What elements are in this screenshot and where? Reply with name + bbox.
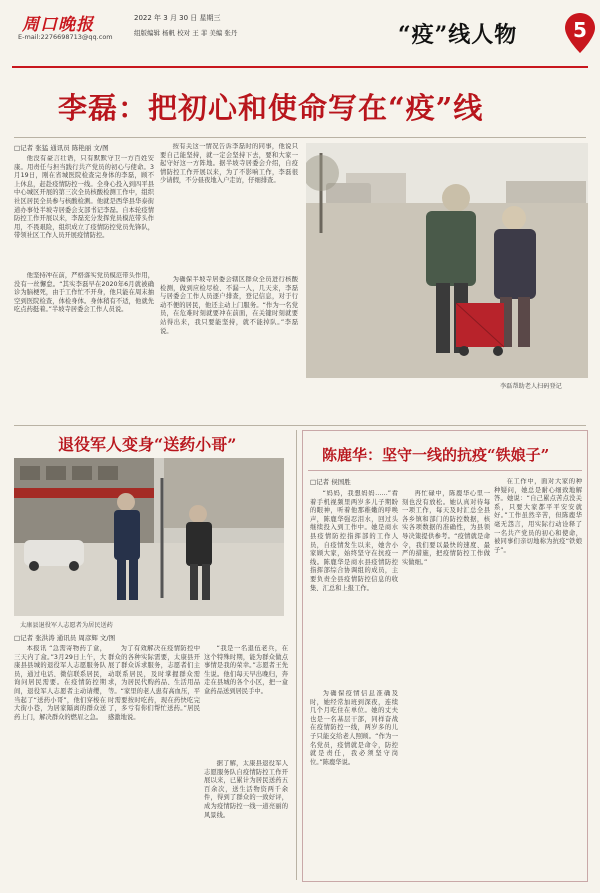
main-story-col1: 他没有豪言壮语，只有默默守卫一方百姓安康。用责任与担当践行共产党员的初心与使命。3月19日，刚在省城医院检查完身体的李磊，顾不上休息，赶赴疫情防控一线。全身心投入到四平县中心城区开展的第三次全员核酸检测工作中，组织社区居民全员参与核酸检测。他就是西华县华泰街道办事处半坡寺居委会支部书记李磊。自本轮疫情防控工作开展以来，李磊充分发挥党员模范带头作用，不畏艰险，组织成立了疫情防控党员先锋队，带领社区工作人员开展疫情防控。 xyxy=(14,155,154,240)
photo-illustration xyxy=(306,143,588,378)
main-story-col3: 按有关这一情况告诉李磊时的同事，他说只要自己能坚持，就一定会坚持下去，要和大家一起守好这一方阵地。据半坡寺居委会介绍，自疫情防控工作开展以来，为了不影响工作，李磊很少请假，不分昼夜地入户走访，仔细排查。 xyxy=(160,143,298,185)
paper-name: 周口晚报 xyxy=(22,15,94,35)
masthead xyxy=(8,6,592,66)
section-divider xyxy=(14,425,586,426)
photo-illustration xyxy=(14,458,284,616)
main-story-col2: 他坚持冲在前，严格落实党员模范带头作用，没有一丝懈怠。“其实李磊早在2020年6月就被确诊为脑梗死，由于工作忙不开身，他只能在周末抽空到医院检查，体检身体。身体稍有不适，他就先吃点药挺着。”半坡寺居委会工作人员说。 xyxy=(14,272,154,314)
email-address: E-mail:2276698713@qq.com xyxy=(18,33,113,41)
issue-date: 2022 年 3 月 30 日 星期三 xyxy=(134,14,221,22)
story2-col4: 据了解，太康县退役军人志愿服务队自疫情防控工作开展以来，已累计为居民送药五百余次，送生活物资两千余件，得到了群众的一致好评，成为疫情防控一线一道亮丽的风景线。 xyxy=(204,760,288,819)
story3-headline-rule xyxy=(308,470,582,471)
story2-col1: 本报讯 “急需寄物药了盒，三天内了盒。”3月29日上午，大康县县城的退役军人志愿服务队员，通过电话、微信联系居民，询问居民需要。在疫情防控期间，退役军人志愿者主动请缨，当起了“送药小哥”，他们穿梭在大街小巷，为居家隔离的群众送药上门，解决群众的燃眉之急。 xyxy=(14,645,106,721)
editor-credits: 组版编辑 杨帆 校对 王 菲 美编 张丹 xyxy=(134,29,238,37)
story2-col2: 为了有效解决在疫情防控中群众的各种实际需要，太康县开展了群众诉求服务，志愿者们主动联系居民，及时掌握群众需求，为居民代购药品、生活用品等。“家里的老人患有高血压，平时需要按时吃药，现在药快吃完了，多亏有你们帮忙送药。”居民感激地说。 xyxy=(108,645,200,721)
story2-byline: □记者 张洪涛 通讯员 周彦辉 文/图 xyxy=(14,634,116,642)
column-divider xyxy=(296,430,297,880)
main-photo-caption: 李磊帮助老人扫码登记 xyxy=(500,383,562,390)
story2-photo-caption: 太康县退役军人志愿者为居民送药 xyxy=(20,622,113,629)
story3-col3: 再忙碌中，陈鹿华心里一刻也没有放松。她认真对待每一项工作，每天及时汇总全县各乡镇和部门的防控数据，核实各项数据的准确性，为县领导决策提供参考。“疫情就是命令，我们要以最快的速度、最严的措施，把疫情防控工作做实做细。” xyxy=(402,490,490,566)
section-title: “疫”线人物 xyxy=(398,22,518,48)
headline-divider xyxy=(14,137,586,138)
page-number-badge xyxy=(564,12,596,52)
story3-col1: “妈妈，我想妈妈……”看着手机视频里两岁多儿子期盼的眼神，听着他那稚嫩的呼唤声，陈鹿华强忍泪水，回过头继续投入到工作中。她是商水县疫情防控指挥部的工作人员，自疫情发生以来，她舍小家顾大家，始终坚守在抗疫一线。陈鹿华是商水县疫情防控指挥部综合协调组的成员，主要负责全县疫情防控信息的收集、汇总和上报工作。 xyxy=(310,490,398,592)
main-story-col4: 为确保半坡寺居委会辖区群众全员进行核酸检测，做到应检尽检、不漏一人，几天来，李磊与居委会工作人员逐户排查，登记信息，对于行动不便的居民，他还主动上门服务。“作为一名党员，在危难时刻就要冲在前面，在关键时刻就要站得出来，我只要能坚持，就不能掉队。”李磊说。 xyxy=(160,276,298,335)
page-number: 5 xyxy=(573,18,587,42)
story3-col4: 在工作中，面对大家的种种疑问，她总是耐心细致地解答。她说：“自己累点苦点没关系，只要大家都平平安安就好。”工作虽然辛苦，但陈鹿华毫无怨言，用实际行动诠释了一名共产党员的初心和使命，被同事们亲切地称为抗疫“铁娘子”。 xyxy=(494,478,582,554)
main-headline: 李磊：把初心和使命写在“疫”线 xyxy=(58,91,484,125)
story3-headline: 陈鹿华：坚守一线的抗疫“铁娘子” xyxy=(322,446,550,464)
story2-headline: 退役军人变身“送药小哥” xyxy=(58,435,237,454)
story2-photo xyxy=(14,458,284,616)
masthead-rule xyxy=(12,66,588,68)
story3-byline: □记者 侯国胜 xyxy=(310,478,351,486)
story2-col3: “我是一名退伍老兵，在这个特殊时期，能为群众做点事情是我的荣幸。”志愿者王先生说。他们每天早出晚归，奔走在县城的各个小区，把一盒盒药品送到居民手中。 xyxy=(204,645,288,695)
story3-col2: 为确保疫情信息准确及时，她经常加班到深夜，连续几个月吃住在单位。她的丈夫也是一名基层干部，同样奋战在疫情防控一线，两岁多的儿子只能交给老人照顾。“作为一名党员，疫情就是命令，防控就是责任，我必须坚守岗位。”陈鹿华说。 xyxy=(310,690,398,766)
main-byline: □记者 张猛 通讯员 陈艳丽 文/图 xyxy=(14,144,109,152)
main-story-photo xyxy=(306,143,588,378)
